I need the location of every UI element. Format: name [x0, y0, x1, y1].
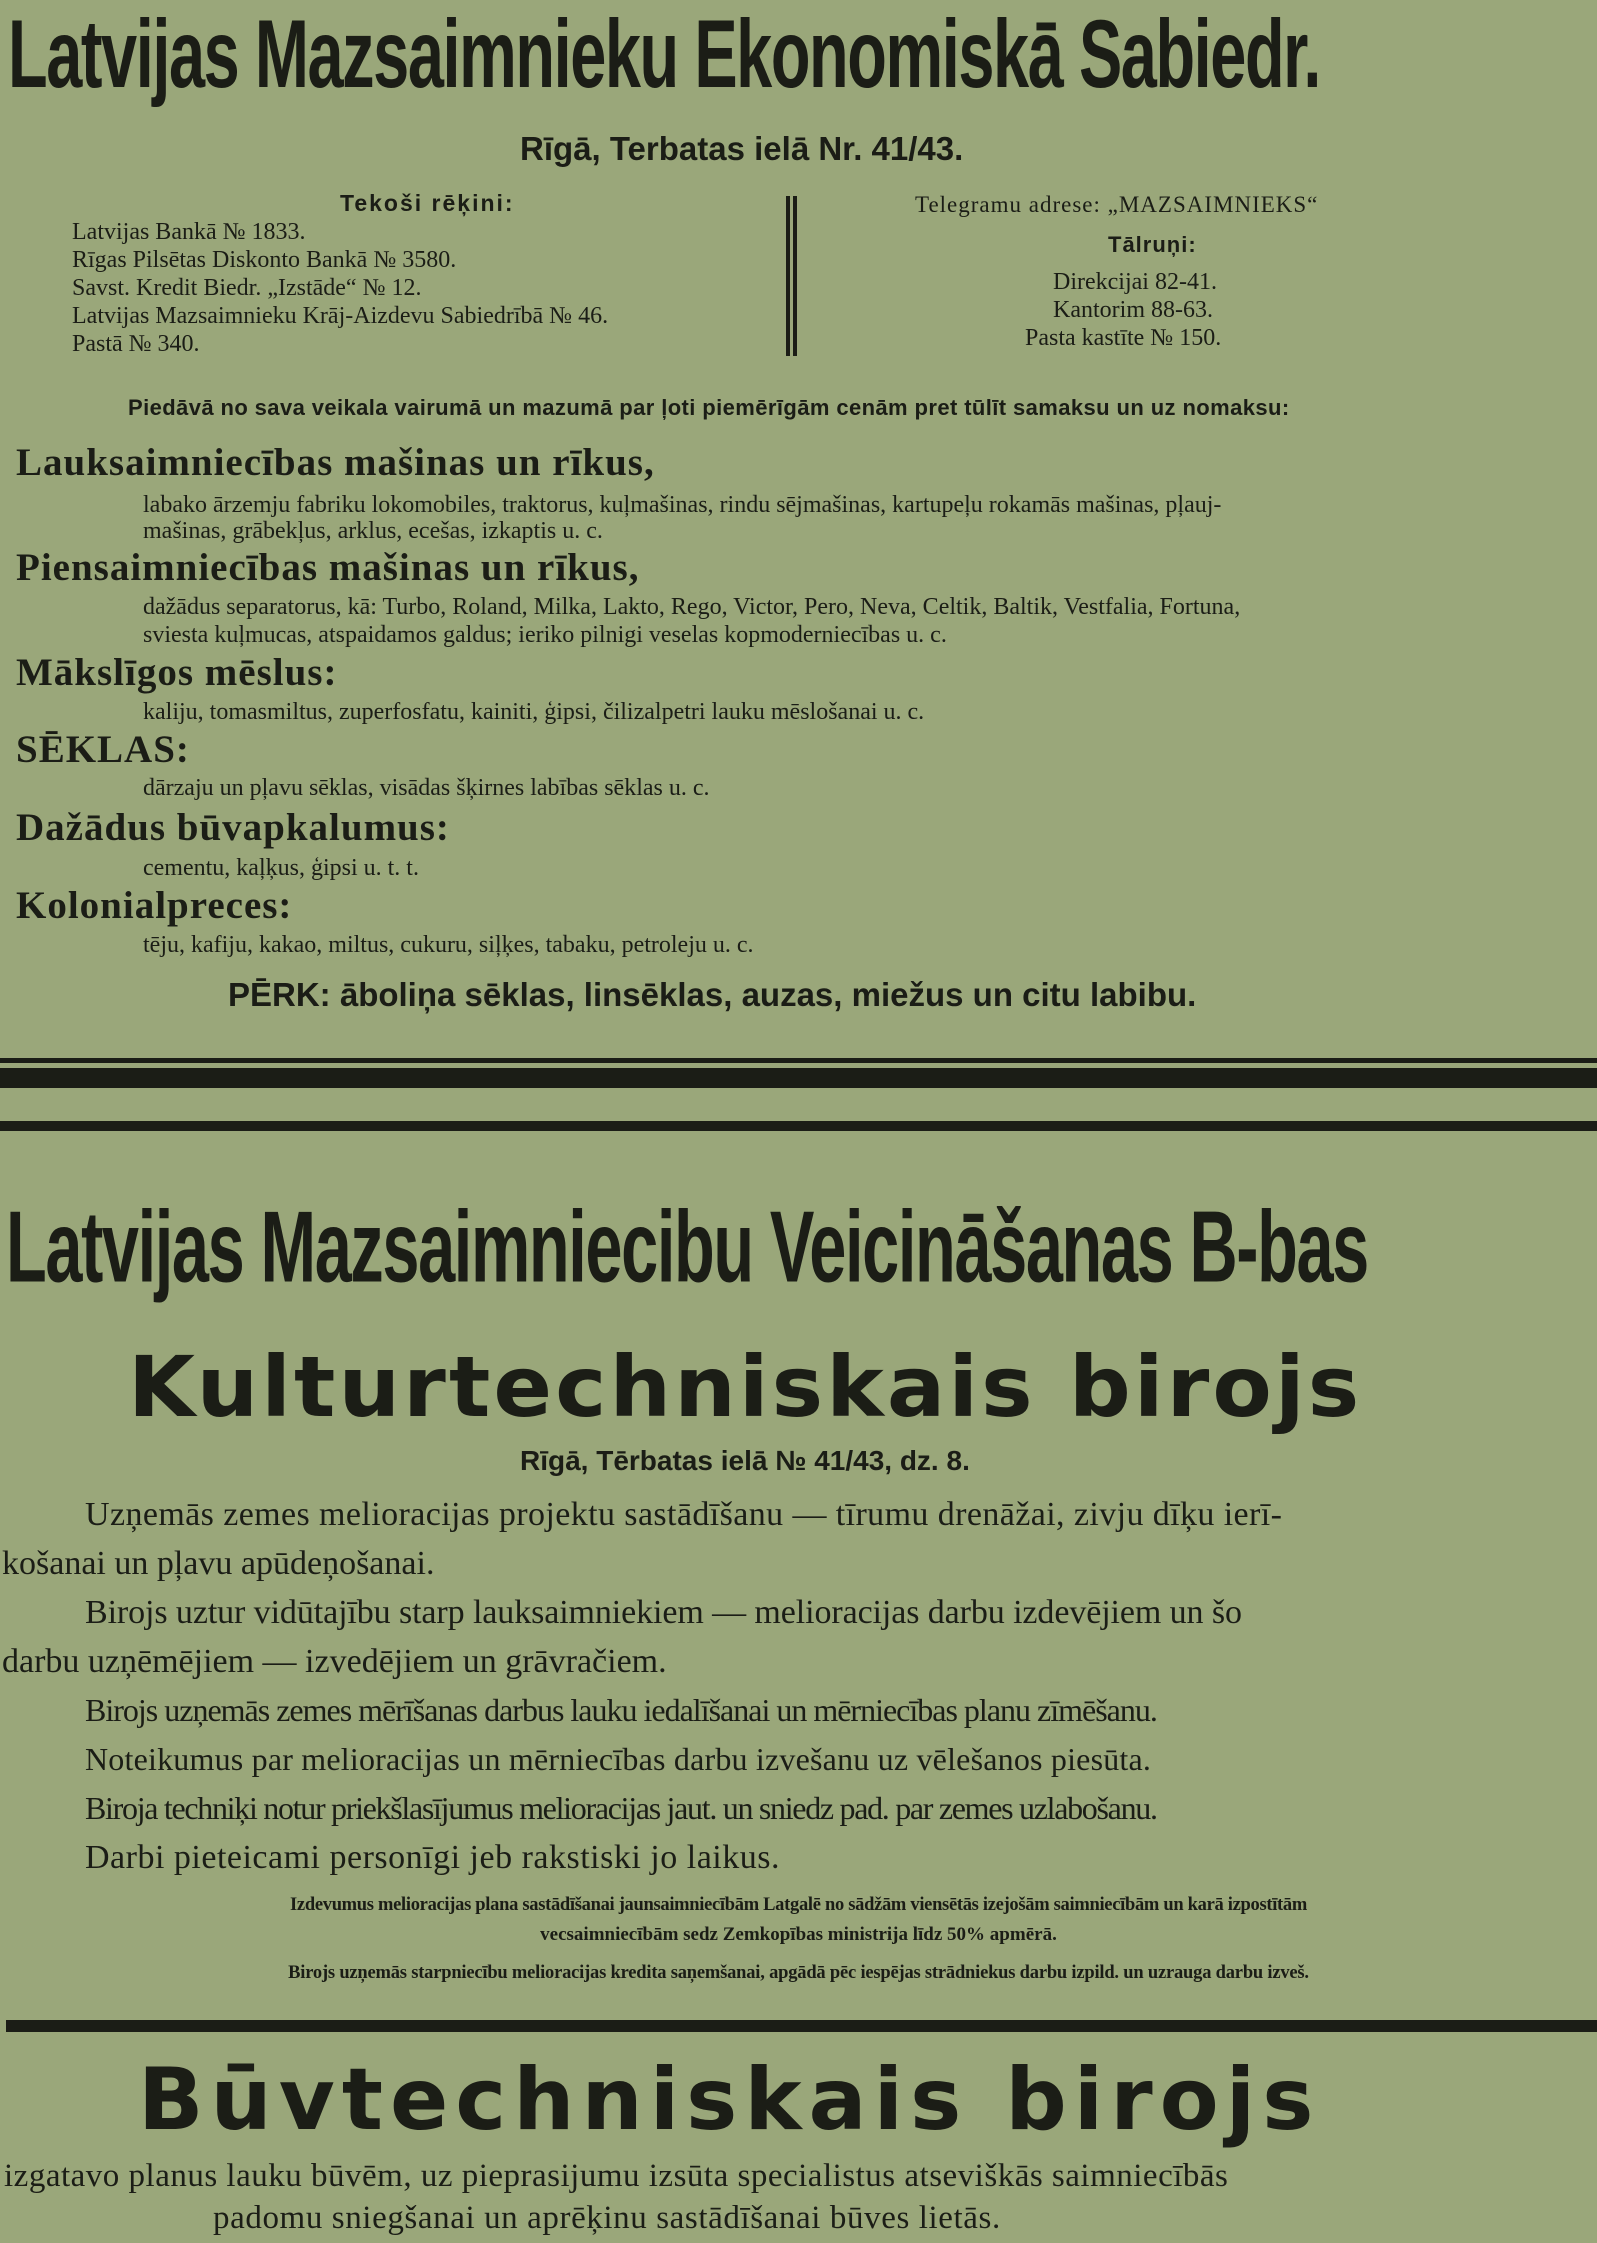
paragraph-line: Darbi pieteicami personīgi jeb rakstiski jo laikus.: [85, 1839, 780, 1876]
note-line: vecsaimniecībām sedz Zemkopības ministrija līdz 50% apmērā.: [540, 1924, 1057, 1945]
paragraph-line: košanai un pļavu apūdeņošanai.: [2, 1545, 435, 1582]
ad2-notes: [0, 1890, 1597, 1988]
ad1-phones-list: [1025, 268, 1221, 352]
category-line: cementu, kaļķus, ģipsi u. t. t.: [143, 855, 419, 881]
ad3-title: Būvtechniskais birojs: [138, 2050, 1321, 2150]
ad1-accounts-list: [72, 218, 608, 358]
category-line: labako ārzemju fabriku lokomobiles, traktorus, kuļmašinas, rindu sējmašinas, kartupeļu rokamās mašinas, pļauj-: [143, 492, 1222, 518]
account-line: Savst. Kredit Biedr. „Izstāde“ № 12.: [72, 275, 422, 301]
ad1-address: Rīgā, Terbatas ielā Nr. 41/43.: [520, 130, 964, 167]
column-divider-left: [786, 196, 790, 356]
ad3-lines: [0, 2155, 1597, 2239]
category-line: dažādus separatorus, kā: Turbo, Roland, Milka, Lakto, Rego, Victor, Pero, Neva, Celtik, Baltik, Vestfalia, Fortuna,: [143, 594, 1241, 620]
category-heading: Lauksaimniecības mašinas un rīkus,: [16, 441, 655, 484]
ad1-telegram: Telegramu adrese: „MAZSAIMNIEKS“: [915, 192, 1319, 217]
account-line: Rīgas Pilsētas Diskonto Bankā № 3580.: [72, 247, 457, 273]
ad2-paragraphs: [0, 1490, 1282, 1882]
column-divider-right: [793, 196, 797, 356]
paragraph-line: darbu uzņēmējiem — izvedējiem un grāvračiem.: [2, 1643, 667, 1680]
category-line: dārzaju un pļavu sēklas, visādas šķirnes labības sēklas u. c.: [143, 775, 710, 801]
ad1-title: Latvijas Mazsaimnieku Ekonomiskā Sabiedr.: [8, 1, 1321, 109]
category-heading: Mākslīgos mēslus:: [16, 651, 338, 694]
note-line: Izdevumus melioracijas plana sastādīšanai jaunsaimniecībām Latgalē no sādžām viensētās izejošām saimniecībām un karā izpostītām: [290, 1895, 1307, 1915]
paragraph-line: Uzņemās zemes melioracijas projektu sastādīšanu — tīrumu drenāžai, zivju dīķu ierī-: [85, 1496, 1283, 1533]
category-line: tēju, kafiju, kakao, miltus, cukuru, siļķes, tabaku, petroleju u. c.: [143, 932, 754, 958]
paragraph-line: Birojs uzņemās zemes mērīšanas darbus lauku iedalīšanai un mērniecības planu zīmēšanu.: [85, 1692, 1157, 1728]
note-line: Birojs uzņemās starpniecību melioracijas kredita saņemšanai, apgādā pēc iespējas strādniekus darbu izpild. un uzrauga darbu izveš.: [288, 1963, 1309, 1983]
paragraph-line: Noteikumus par melioracijas un mērniecības darbu izvešanu uz vēlešanos piesūta.: [85, 1741, 1152, 1777]
category-heading: Dažādus būvapkalumus:: [16, 806, 450, 849]
phone-line: Direkcijai 82-41.: [1053, 269, 1217, 295]
account-line: Latvijas Mazsaimnieku Krāj-Aizdevu Sabiedrībā № 46.: [72, 303, 609, 329]
ad1-accounts-heading: Tekoši rēķini:: [340, 190, 515, 216]
separator-rule-thick: [6, 2020, 1597, 2032]
ad2-subtitle: Kulturtechniskais birojs: [128, 1338, 1363, 1436]
ad1-buys: PĒRK: āboliņa sēklas, linsēklas, auzas, miežus un citu labibu.: [228, 976, 1197, 1013]
account-line: Latvijas Bankā № 1833.: [72, 219, 306, 245]
category-heading: SĒKLAS:: [16, 728, 190, 771]
ad2-title: Latvijas Mazsaimniecibu Veicināšanas B-bas: [6, 1191, 1368, 1304]
account-line: Pastā № 340.: [72, 331, 200, 357]
ad1-phones-heading: Tālruņi:: [1108, 232, 1197, 257]
ad3-line: izgatavo planus lauku būvēm, uz pieprasijumu izsūta specialistus atseviškās saimniecībās: [4, 2158, 1229, 2194]
separator-rule-thick: [0, 1121, 1597, 1131]
category-heading: Kolonialpreces:: [16, 884, 293, 927]
ad2-address: Rīgā, Tērbatas ielā № 41/43, dz. 8.: [520, 1445, 970, 1476]
ad3-line: padomu sniegšanai un aprēķinu sastādīšanai būves lietās.: [213, 2200, 1001, 2236]
category-line: kaliju, tomasmiltus, zuperfosfatu, kainiti, ģipsi, čilizalpetri lauku mēslošanai u. c.: [143, 699, 925, 725]
paragraph-line: Biroja techniķi notur priekšlasījumus melioracijas jaut. un sniedz pad. par zemes uzlabošanu.: [85, 1790, 1157, 1826]
ad1-offer: Piedāvā no sava veikala vairumā un mazumā par ļoti piemērīgām cenām pret tūlīt samaksu un uz nomaksu:: [128, 395, 1290, 420]
category-line: sviesta kuļmucas, atspaidamos galdus; ieriko pilnigi veselas kopmoderniecības u. c.: [143, 622, 947, 648]
phone-line: Pasta kastīte № 150.: [1025, 325, 1222, 351]
phone-line: Kantorim 88-63.: [1053, 297, 1213, 323]
paragraph-line: Birojs uztur vidūtajību starp lauksaimniekiem — melioracijas darbu izdevējiem un šo: [85, 1594, 1242, 1631]
category-heading: Piensaimniecības mašinas un rīkus,: [16, 546, 640, 589]
separator-rule-thick: [0, 1068, 1597, 1088]
category-line: mašinas, grābekļus, arklus, ecešas, izkaptis u. c.: [143, 518, 603, 544]
separator-rule-thin: [0, 1058, 1597, 1063]
